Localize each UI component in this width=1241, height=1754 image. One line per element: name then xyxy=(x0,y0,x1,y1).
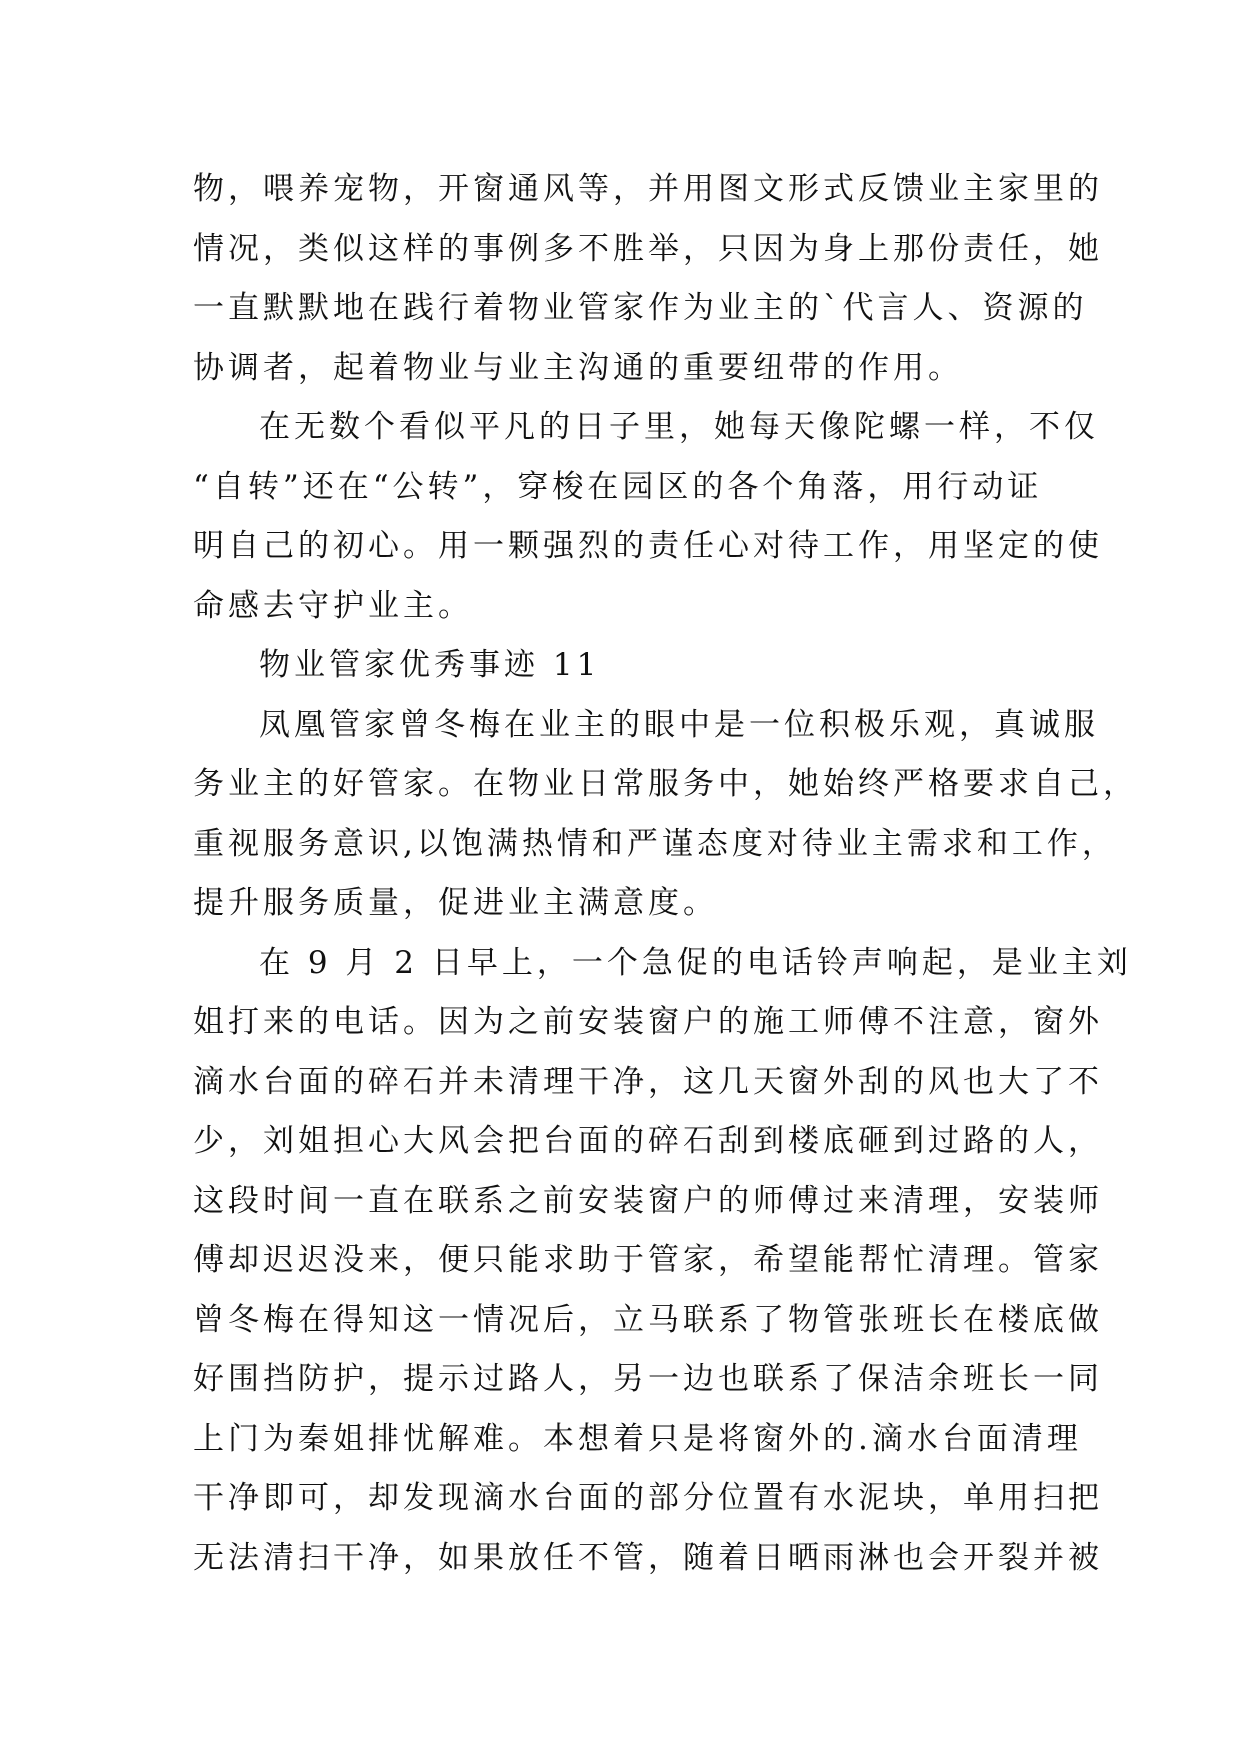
text-line: 凤凰管家曾冬梅在业主的眼中是一位积极乐观，真诚服 xyxy=(259,706,1099,743)
text-line: 提升服务质量，促进业主满意度。 xyxy=(193,885,718,921)
text-line: 少，刘姐担心大风会把台面的碎石刮到楼底砸到过路的人， xyxy=(193,1123,1103,1159)
text-line: 务业主的好管家。在物业日常服务中，她始终严格要求自己， xyxy=(193,766,1138,802)
text-line: 在无数个看似平凡的日子里，她每天像陀螺一样，不仅 xyxy=(259,409,1099,445)
text-line: 这段时间一直在联系之前安装窗户的师傅过来清理，安装师 xyxy=(193,1182,1103,1219)
text-line: “自转”还在“公转”，穿梭在园区的各个角落，用行动证 xyxy=(193,468,1043,505)
text-line: 干净即可，却发现滴水台面的部分位置有水泥块，单用扫把 xyxy=(193,1480,1103,1516)
text-line: 曾冬梅在得知这一情况后，立马联系了物管张班长在楼底做 xyxy=(193,1301,1103,1338)
text-line: 明自己的初心。用一颗强烈的责任心对待工作，用坚定的使 xyxy=(193,528,1103,564)
text-line: 物业管家优秀事迹 11 xyxy=(259,647,601,683)
text-line: 无法清扫干净，如果放任不管，随着日晒雨淋也会开裂并被 xyxy=(193,1539,1103,1576)
text-line: 重视服务意识,以饱满热情和严谨态度对待业主需求和工作， xyxy=(193,825,1117,862)
text-line: 命感去守护业主。 xyxy=(193,587,473,624)
text-line: 情况，类似这样的事例多不胜举，只因为身上那份责任，她 xyxy=(193,230,1103,267)
text-line: 好围挡防护，提示过路人，另一边也联系了保洁余班长一同 xyxy=(193,1361,1103,1397)
document-body xyxy=(193,160,1138,1588)
text-line: 物，喂养宠物，开窗通风等，并用图文形式反馈业主家里的 xyxy=(193,171,1103,207)
text-line: 滴水台面的碎石并未清理干净，这几天窗外刮的风也大了不 xyxy=(193,1063,1103,1100)
text-line: 协调者，起着物业与业主沟通的重要纽带的作用。 xyxy=(193,349,963,386)
text-line: 傅却迟迟没来，便只能求助于管家，希望能帮忙清理。管家 xyxy=(193,1242,1103,1278)
text-line: 一直默默地在践行着物业管家作为业主的`代言人、资源的 xyxy=(193,290,1088,326)
text-line: 姐打来的电话。因为之前安装窗户的施工师傅不注意，窗外 xyxy=(193,1004,1103,1040)
text-line: 上门为秦姐排忧解难。本想着只是将窗外的.滴水台面清理 xyxy=(193,1420,1082,1457)
text-line: 在 9 月 2 日早上，一个急促的电话铃声响起，是业主刘 xyxy=(259,944,1132,981)
